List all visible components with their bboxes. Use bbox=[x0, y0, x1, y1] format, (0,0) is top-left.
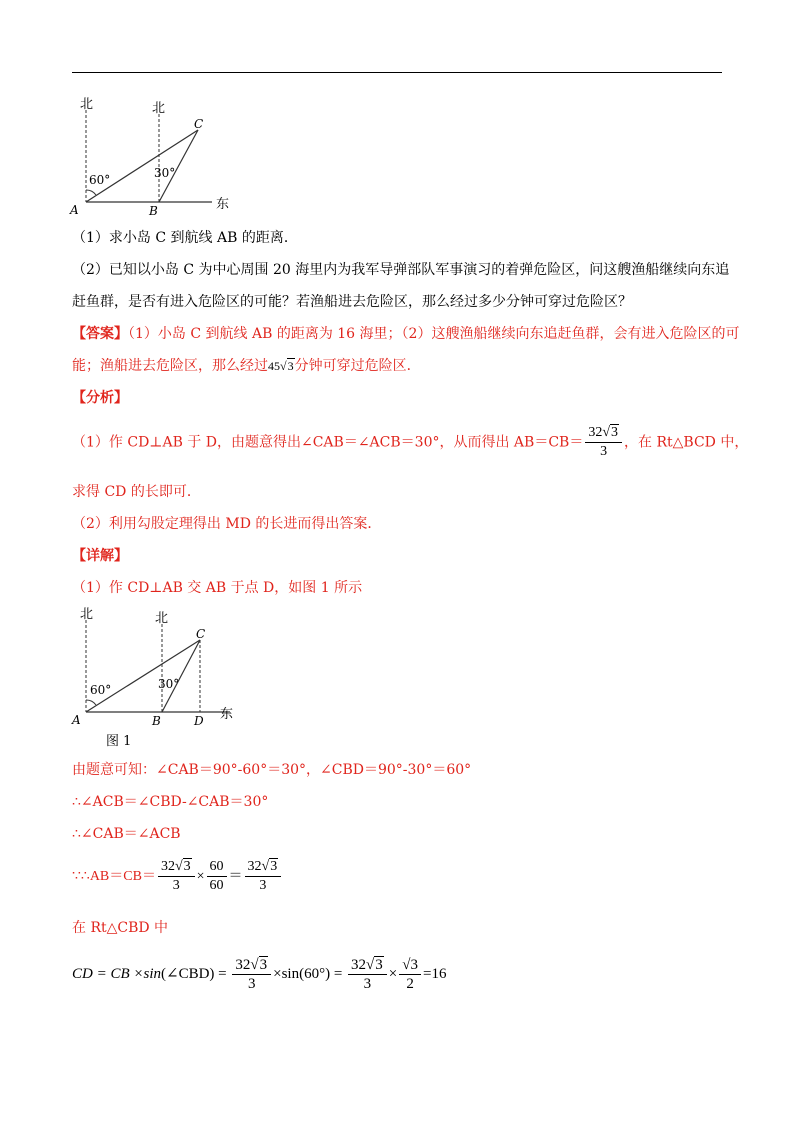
fig1-point-a: A bbox=[72, 713, 81, 727]
detail-eq5: 在 Rt△CBD 中 bbox=[72, 920, 169, 936]
north-label-a: 北 bbox=[80, 97, 94, 112]
eq4-frac1: $\frac{32√3}{3}$ bbox=[158, 858, 195, 895]
fig1-point-d: D bbox=[194, 714, 204, 728]
analysis-fraction: $\frac{32√3}{3}$ bbox=[585, 424, 622, 461]
question-1: （1）求小岛 C 到航线 AB 的距离． bbox=[72, 230, 298, 246]
detail-step1: （1）作 CD⊥AB 交 AB 于点 D，如图 1 所示 bbox=[72, 580, 363, 596]
eq4-frac3-rad: 3 bbox=[270, 859, 278, 875]
answer-math-rad: 3 bbox=[287, 359, 294, 373]
fig1-caption: 图 1 bbox=[106, 734, 132, 749]
fig1-point-c: C bbox=[196, 627, 206, 641]
question-2-line2: 赶鱼群，是否有进入危险区的可能？若渔船进去危险区，那么经过多少分钟可穿过危险区？ bbox=[72, 294, 632, 310]
answer-line2 bbox=[72, 356, 421, 376]
cd-lhs: CD = CB ×sin bbox=[72, 966, 162, 982]
cd-result: =16 bbox=[422, 966, 447, 982]
cd-frac1-coef: 32 bbox=[235, 957, 251, 974]
cd-frac2-den: 3 bbox=[363, 976, 372, 993]
cd-frac3-den: 2 bbox=[406, 976, 414, 993]
detail-eq1: 由题意可知：∠CAB＝90°-60°＝30°，∠CBD＝90°-30°＝60° bbox=[72, 762, 472, 778]
angle-60-label: 60° bbox=[89, 173, 111, 187]
detail-cd-equation bbox=[72, 952, 446, 996]
answer-text-1: （1）小岛 C 到航线 AB 的距离为 16 海里；（2）这艘渔船继续向东追赶鱼群，会有进入危险区的可 bbox=[128, 326, 740, 342]
cd-eq: = bbox=[218, 966, 227, 982]
detail-tag: 【详解】 bbox=[72, 548, 128, 564]
cd-frac2: $\frac{32√3}{3}$ bbox=[348, 956, 387, 993]
fig1-north-label-a: 北 bbox=[80, 607, 94, 622]
cd-sin60: ×sin(60°) = bbox=[273, 966, 343, 982]
fig1-angle-30: 30° bbox=[158, 677, 180, 691]
fig1-angle-60: 60° bbox=[90, 683, 112, 697]
analysis-line2: 求得 CD 的长即可． bbox=[72, 484, 201, 500]
answer-math-coef: 45 bbox=[268, 359, 280, 373]
answer-tag: 【答案】 bbox=[72, 326, 128, 342]
analysis-frac-coef: 32 bbox=[588, 425, 603, 440]
detail-eq4 bbox=[72, 856, 283, 898]
answer-math: 45√3 bbox=[268, 359, 294, 373]
fig1-segment-bc bbox=[162, 640, 200, 712]
fig1-north-label-b: 北 bbox=[155, 611, 169, 626]
eq4-equals: ＝ bbox=[228, 869, 243, 884]
cd-frac2-rad: 3 bbox=[375, 957, 383, 974]
cd-frac1-den: 3 bbox=[248, 976, 256, 993]
eq4-frac2-den: 60 bbox=[209, 878, 224, 894]
detail-eq2: ∴∠ACB＝∠CBD-∠CAB＝30° bbox=[72, 794, 269, 810]
eq4-frac2 bbox=[207, 858, 227, 895]
analysis-line3: （2）利用勾股定理得出 MD 的长进而得出答案． bbox=[72, 516, 382, 532]
point-a-label: A bbox=[70, 203, 79, 217]
analysis-text-1-post: ，在 Rt△BCD 中， bbox=[624, 434, 749, 451]
analysis-frac-den: 3 bbox=[600, 444, 608, 459]
point-c-label: C bbox=[194, 117, 204, 131]
north-label-b: 北 bbox=[152, 101, 166, 116]
question-2-line1: （2）已知以小岛 C 为中心周围 20 海里内为我军导弹部队军事演习的着弹危险区，问这艘渔船继续向东追 bbox=[72, 262, 730, 278]
answer-line1 bbox=[72, 324, 739, 344]
point-b-label: B bbox=[149, 204, 158, 218]
angle-30-label: 30° bbox=[154, 166, 176, 180]
angle-arc-a bbox=[86, 190, 96, 195]
cd-frac3-num: √3 bbox=[399, 956, 421, 975]
fig1-segment-ac bbox=[86, 640, 200, 712]
detail-eq3: ∴∠CAB＝∠ACB bbox=[72, 826, 181, 842]
eq4-frac1-coef: 32 bbox=[160, 859, 175, 875]
eq4-frac1-rad: 3 bbox=[183, 859, 191, 875]
detail-eq4-pre: ∵∴AB＝CB＝ bbox=[72, 869, 156, 884]
fig1-point-b: B bbox=[152, 714, 161, 728]
analysis-frac-rad: 3 bbox=[611, 425, 619, 440]
eq4-frac3-den: 3 bbox=[259, 878, 267, 894]
eq4-times: × bbox=[196, 869, 205, 884]
fig1-angle-arc-a bbox=[86, 700, 96, 705]
cd-times: × bbox=[388, 966, 398, 982]
answer-text-2-pre: 能；渔船进去危险区，那么经过 bbox=[72, 358, 268, 374]
cd-frac1: $\frac{32√3}{3}$ bbox=[232, 956, 271, 993]
cd-frac2-coef: 32 bbox=[351, 957, 367, 974]
analysis-tag: 【分析】 bbox=[72, 390, 128, 406]
analysis-line1 bbox=[72, 424, 748, 461]
analysis-text-1-pre: （1）作 CD⊥AB 于 D，由题意得出∠CAB＝∠ACB＝30°，从而得出 AB＝CB＝ bbox=[72, 434, 584, 451]
figure-1 bbox=[62, 600, 262, 750]
eq4-frac3: $\frac{32√3}{3}$ bbox=[245, 858, 282, 895]
eq4-frac1-den: 3 bbox=[172, 878, 180, 894]
figure-top bbox=[62, 92, 242, 222]
segment-ac bbox=[86, 130, 198, 202]
east-label: 东 bbox=[216, 197, 230, 212]
fig1-east-label: 东 bbox=[220, 707, 234, 722]
header-rule bbox=[72, 72, 722, 73]
cd-frac1-rad: 3 bbox=[259, 957, 268, 974]
eq4-frac2-num: 60 bbox=[207, 858, 227, 877]
cd-arg1: (∠CBD) bbox=[161, 966, 215, 982]
answer-text-2-post: 分钟可穿过危险区． bbox=[294, 358, 421, 374]
cd-frac3 bbox=[399, 956, 421, 993]
eq4-frac3-coef: 32 bbox=[247, 859, 262, 875]
